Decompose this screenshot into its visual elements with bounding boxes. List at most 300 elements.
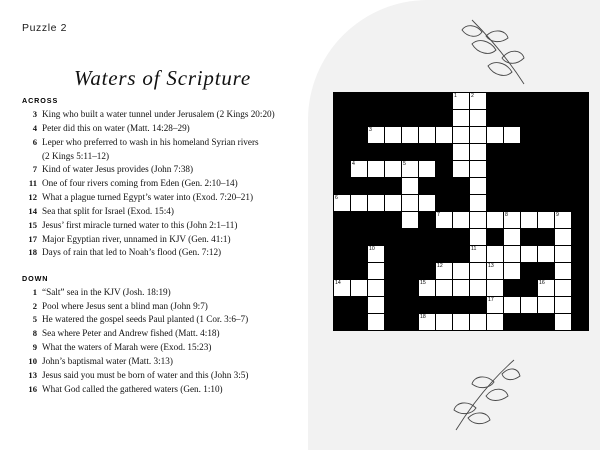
grid-cell[interactable]	[385, 127, 402, 144]
grid-cell[interactable]	[470, 246, 487, 263]
grid-cell-block	[368, 178, 385, 195]
grid-cell-number: 4	[352, 161, 355, 167]
clue-text: What the waters of Marah were (Exod. 15:23)	[42, 342, 212, 353]
grid-cell[interactable]	[487, 280, 504, 297]
grid-cell-block	[436, 93, 453, 110]
clue-number: 13	[28, 369, 37, 380]
grid-cell[interactable]	[436, 314, 453, 331]
grid-cell[interactable]	[419, 195, 436, 212]
grid-cell[interactable]	[368, 127, 385, 144]
grid-cell-block	[538, 110, 555, 127]
grid-cell[interactable]	[504, 229, 521, 246]
grid-cell-block	[572, 110, 589, 127]
leaf-sprig-icon	[458, 18, 548, 98]
grid-cell[interactable]	[504, 127, 521, 144]
grid-cell-block	[351, 144, 368, 161]
grid-cell[interactable]	[538, 246, 555, 263]
grid-cell[interactable]	[368, 263, 385, 280]
grid-cell-block	[419, 93, 436, 110]
grid-cell[interactable]	[487, 263, 504, 280]
grid-cell-block	[419, 229, 436, 246]
grid-cell[interactable]	[538, 212, 555, 229]
grid-cell-block	[487, 144, 504, 161]
clue-item	[22, 122, 322, 135]
clue-text: One of four rivers coming from Eden (Gen. 2:10–14)	[42, 178, 238, 189]
grid-cell-number: 1	[454, 93, 457, 99]
clue-text: Days of rain that led to Noah’s flood (Gen. 7:12)	[42, 247, 222, 258]
grid-cell-block	[385, 246, 402, 263]
grid-cell-block	[334, 229, 351, 246]
grid-cell-block	[453, 229, 470, 246]
clue-number: 8	[32, 328, 37, 339]
grid-cell-number: 7	[437, 212, 440, 218]
grid-cell-block	[402, 229, 419, 246]
clue-item-continuation	[22, 150, 322, 163]
grid-cell[interactable]	[487, 127, 504, 144]
page-title: Waters of Scripture	[74, 66, 251, 90]
clue-number: 6	[32, 136, 37, 147]
clue-item	[22, 108, 322, 121]
clue-number: 17	[28, 233, 37, 244]
grid-cell-block	[555, 110, 572, 127]
grid-cell[interactable]	[453, 314, 470, 331]
across-clues	[22, 108, 322, 260]
grid-cell-block	[334, 246, 351, 263]
grid-cell[interactable]	[453, 212, 470, 229]
grid-cell-block	[351, 93, 368, 110]
grid-cell[interactable]	[504, 297, 521, 314]
clue-number: 3	[32, 109, 37, 119]
grid-cell-block	[419, 110, 436, 127]
grid-cell-block	[368, 144, 385, 161]
grid-cell-block	[351, 263, 368, 280]
clue-item	[22, 163, 322, 176]
clue-item	[22, 327, 322, 340]
grid-cell[interactable]	[402, 195, 419, 212]
grid-cell-block	[436, 110, 453, 127]
clue-item	[22, 219, 322, 232]
grid-cell[interactable]	[436, 212, 453, 229]
clue-item	[22, 383, 322, 396]
grid-cell-block	[436, 178, 453, 195]
grid-cell-block	[555, 161, 572, 178]
grid-cell[interactable]	[436, 127, 453, 144]
grid-cell-block	[334, 127, 351, 144]
grid-cell[interactable]	[487, 212, 504, 229]
grid-cell-number: 17	[488, 297, 494, 303]
grid-cell-block	[470, 297, 487, 314]
grid-cell-block	[487, 229, 504, 246]
grid-cell-block	[402, 93, 419, 110]
grid-cell[interactable]	[538, 297, 555, 314]
grid-cell[interactable]	[368, 246, 385, 263]
grid-cell-block	[351, 246, 368, 263]
clue-number: 9	[32, 342, 37, 353]
grid-cell[interactable]	[368, 297, 385, 314]
grid-cell-block	[419, 297, 436, 314]
grid-cell-block	[504, 314, 521, 331]
grid-cell-block	[351, 229, 368, 246]
grid-cell-block	[402, 246, 419, 263]
clue-number: 12	[28, 192, 37, 203]
grid-cell-block	[572, 144, 589, 161]
clue-text: Sea where Peter and Andrew fished (Matt. 4:18)	[42, 328, 220, 339]
grid-cell-block	[453, 178, 470, 195]
grid-cell-block	[385, 110, 402, 127]
grid-cell[interactable]	[453, 161, 470, 178]
grid-cell-block	[385, 93, 402, 110]
grid-cell[interactable]	[368, 161, 385, 178]
crossword-grid[interactable]	[333, 92, 589, 331]
grid-cell[interactable]	[402, 212, 419, 229]
grid-cell-block	[368, 93, 385, 110]
grid-cell-block	[572, 263, 589, 280]
clue-number: 4	[32, 122, 37, 133]
grid-row	[334, 195, 589, 212]
grid-cell[interactable]	[402, 127, 419, 144]
puzzle-label: Puzzle 2	[22, 22, 68, 34]
grid-cell-number: 9	[556, 212, 559, 218]
grid-cell-block	[402, 263, 419, 280]
clue-item	[22, 286, 322, 299]
grid-cell-number: 13	[488, 263, 494, 269]
grid-cell-block	[385, 178, 402, 195]
grid-cell[interactable]	[504, 263, 521, 280]
clue-number: 14	[28, 205, 37, 216]
grid-cell-block	[521, 144, 538, 161]
grid-cell-block	[572, 93, 589, 110]
grid-cell-block	[487, 178, 504, 195]
grid-cell-number: 15	[420, 280, 426, 286]
clue-text: “Salt” sea in the KJV (Josh. 18:19)	[42, 286, 171, 297]
grid-cell-block	[453, 246, 470, 263]
grid-cell[interactable]	[470, 144, 487, 161]
grid-cell[interactable]	[368, 314, 385, 331]
grid-cell[interactable]	[385, 195, 402, 212]
clue-item	[22, 313, 322, 326]
grid-cell-block	[504, 178, 521, 195]
grid-cell[interactable]	[453, 263, 470, 280]
grid-cell-block	[385, 144, 402, 161]
grid-cell-block	[538, 229, 555, 246]
grid-cell-block	[521, 127, 538, 144]
grid-cell-number: 6	[335, 195, 338, 201]
grid-cell-block	[538, 161, 555, 178]
grid-cell[interactable]	[453, 127, 470, 144]
clue-item	[22, 246, 322, 259]
grid-row	[334, 263, 589, 280]
grid-row	[334, 178, 589, 195]
grid-cell-block	[538, 178, 555, 195]
grid-cell-block	[521, 314, 538, 331]
grid-cell-block	[555, 144, 572, 161]
clue-text: Major Egyptian river, unnamed in KJV (Gen. 41:1)	[42, 233, 231, 244]
grid-cell-block	[538, 144, 555, 161]
grid-cell-block	[334, 93, 351, 110]
clue-number: 5	[32, 314, 37, 325]
grid-cell[interactable]	[555, 212, 572, 229]
grid-cell[interactable]	[334, 280, 351, 297]
grid-cell-block	[572, 161, 589, 178]
grid-cell-block	[436, 161, 453, 178]
grid-cell-block	[334, 110, 351, 127]
clue-text: King who built a water tunnel under Jerusalem (2 Kings 20:20)	[42, 109, 275, 119]
grid-cell[interactable]	[487, 314, 504, 331]
grid-cell-block	[436, 195, 453, 212]
grid-cell-block	[572, 314, 589, 331]
grid-cell-number: 18	[420, 314, 426, 320]
grid-cell-number: 12	[437, 263, 443, 269]
grid-cell-block	[572, 127, 589, 144]
grid-cell-block	[419, 246, 436, 263]
clue-item	[22, 233, 322, 246]
grid-cell-block	[538, 263, 555, 280]
grid-row	[334, 127, 589, 144]
grid-cell-block	[351, 178, 368, 195]
grid-cell-block	[538, 195, 555, 212]
grid-cell-block	[402, 110, 419, 127]
grid-cell-block	[385, 314, 402, 331]
grid-cell-block	[521, 263, 538, 280]
grid-cell[interactable]	[453, 144, 470, 161]
grid-cell-block	[334, 297, 351, 314]
grid-cell-number: 11	[471, 246, 477, 252]
grid-cell-block	[555, 195, 572, 212]
grid-cell[interactable]	[555, 297, 572, 314]
grid-cell[interactable]	[351, 280, 368, 297]
clue-item	[22, 191, 322, 204]
grid-row	[334, 297, 589, 314]
grid-cell-block	[385, 280, 402, 297]
grid-cell-block	[419, 178, 436, 195]
grid-cell-block	[521, 161, 538, 178]
grid-cell[interactable]	[470, 195, 487, 212]
grid-cell-block	[538, 314, 555, 331]
grid-cell-block	[436, 246, 453, 263]
grid-cell[interactable]	[436, 280, 453, 297]
grid-cell-block	[572, 212, 589, 229]
grid-cell-block	[521, 280, 538, 297]
grid-cell-block	[555, 127, 572, 144]
grid-cell[interactable]	[334, 195, 351, 212]
clue-text: Sea that split for Israel (Exod. 15:4)	[42, 205, 174, 216]
grid-cell[interactable]	[555, 246, 572, 263]
grid-cell-block	[453, 195, 470, 212]
grid-cell[interactable]	[368, 280, 385, 297]
grid-cell[interactable]	[453, 280, 470, 297]
grid-cell-block	[419, 263, 436, 280]
grid-cell-block	[368, 110, 385, 127]
clue-text: John’s baptismal water (Matt. 3:13)	[42, 356, 173, 366]
grid-cell[interactable]	[487, 246, 504, 263]
grid-cell-block	[419, 212, 436, 229]
grid-cell[interactable]	[555, 280, 572, 297]
grid-cell-block	[572, 280, 589, 297]
grid-cell-block	[385, 212, 402, 229]
grid-cell[interactable]	[385, 161, 402, 178]
clue-number: 2	[32, 300, 37, 311]
clue-text: Kind of water Jesus provides (John 7:38)	[42, 164, 194, 175]
grid-cell[interactable]	[351, 161, 368, 178]
grid-cell-block	[572, 178, 589, 195]
grid-cell[interactable]	[470, 229, 487, 246]
grid-cell-block	[385, 297, 402, 314]
clue-item	[22, 341, 322, 354]
grid-row	[334, 144, 589, 161]
leaf-sprig-icon	[432, 356, 522, 436]
clue-text: Jesus said you must be born of water and this (John 3:5)	[42, 369, 249, 380]
grid-cell[interactable]	[436, 263, 453, 280]
grid-cell[interactable]	[419, 280, 436, 297]
grid-row	[334, 110, 589, 127]
grid-cell-block	[521, 195, 538, 212]
grid-cell[interactable]	[470, 314, 487, 331]
grid-cell[interactable]	[470, 127, 487, 144]
clue-item	[22, 355, 322, 368]
grid-cell[interactable]	[555, 229, 572, 246]
grid-cell-block	[436, 297, 453, 314]
clue-item	[22, 369, 322, 382]
grid-cell-block	[572, 195, 589, 212]
grid-cell-block	[385, 263, 402, 280]
clue-text: He watered the gospel seeds Paul planted (1 Cor. 3:6–7)	[42, 314, 249, 325]
clue-number: 15	[28, 219, 37, 230]
clue-list	[22, 96, 322, 397]
grid-cell[interactable]	[555, 314, 572, 331]
grid-cell-block	[504, 144, 521, 161]
grid-cell-block	[351, 110, 368, 127]
grid-cell-block	[368, 229, 385, 246]
clue-item	[22, 177, 322, 190]
grid-cell-block	[521, 229, 538, 246]
grid-cell-number: 8	[505, 212, 508, 218]
clue-text: Peter did this on water (Matt. 14:28–29)	[42, 122, 190, 133]
clue-text-continuation: (2 Kings 5:11–12)	[42, 150, 110, 161]
clue-text: Pool where Jesus sent a blind man (John 9:7)	[42, 300, 208, 311]
clue-text: Leper who preferred to wash in his homeland Syrian rivers	[42, 136, 259, 147]
grid-cell-number: 16	[539, 280, 545, 286]
grid-cell-block	[504, 161, 521, 178]
grid-cell-block	[555, 178, 572, 195]
grid-cell-block	[368, 212, 385, 229]
grid-cell-block	[351, 212, 368, 229]
across-heading: ACROSS	[22, 96, 59, 105]
grid-cell-block	[402, 314, 419, 331]
grid-cell-block	[572, 246, 589, 263]
grid-cell-block	[487, 110, 504, 127]
grid-cell[interactable]	[470, 161, 487, 178]
grid-cell-block	[334, 212, 351, 229]
grid-cell-number: 5	[403, 161, 406, 167]
grid-cell-block	[334, 178, 351, 195]
grid-cell-block	[402, 297, 419, 314]
grid-row	[334, 161, 589, 178]
grid-cell[interactable]	[504, 212, 521, 229]
clue-item	[22, 136, 322, 149]
grid-cell[interactable]	[470, 263, 487, 280]
grid-row	[334, 246, 589, 263]
clue-number: 18	[28, 247, 37, 258]
grid-cell-block	[504, 110, 521, 127]
grid-cell-number: 14	[335, 280, 341, 286]
grid-cell[interactable]	[504, 246, 521, 263]
grid-cell-number: 10	[369, 246, 375, 252]
grid-cell-block	[487, 195, 504, 212]
clue-number: 10	[28, 356, 37, 366]
grid-cell[interactable]	[351, 195, 368, 212]
grid-cell[interactable]	[419, 127, 436, 144]
grid-cell[interactable]	[470, 110, 487, 127]
grid-cell[interactable]	[521, 246, 538, 263]
grid-cell[interactable]	[419, 161, 436, 178]
grid-cell-block	[419, 144, 436, 161]
grid-cell-block	[504, 195, 521, 212]
grid-cell-block	[402, 280, 419, 297]
grid-row	[334, 229, 589, 246]
grid-cell[interactable]	[453, 110, 470, 127]
grid-cell-block	[351, 297, 368, 314]
grid-cell[interactable]	[470, 280, 487, 297]
grid-cell[interactable]	[402, 161, 419, 178]
grid-cell-block	[521, 178, 538, 195]
grid-cell[interactable]	[368, 195, 385, 212]
grid-cell[interactable]	[402, 178, 419, 195]
grid-cell-number: 2	[471, 93, 474, 99]
clue-text: What God called the gathered waters (Gen. 1:10)	[42, 383, 223, 394]
grid-cell-number: 3	[369, 127, 372, 133]
grid-cell-block	[453, 297, 470, 314]
clue-number: 1	[32, 286, 37, 297]
grid-cell-block	[521, 110, 538, 127]
grid-cell-block	[538, 127, 555, 144]
clue-item	[22, 205, 322, 218]
grid-cell-block	[351, 127, 368, 144]
grid-row	[334, 280, 589, 297]
grid-row	[334, 212, 589, 229]
grid-cell-block	[436, 229, 453, 246]
grid-cell[interactable]	[521, 297, 538, 314]
grid-cell-block	[334, 263, 351, 280]
clue-number: 11	[28, 178, 37, 189]
clue-text: What a plague turned Egypt’s water into (Exod. 7:20–21)	[42, 192, 254, 203]
grid-cell-block	[402, 144, 419, 161]
clue-number: 7	[32, 164, 37, 175]
grid-cell[interactable]	[487, 297, 504, 314]
grid-cell[interactable]	[521, 212, 538, 229]
grid-cell[interactable]	[470, 212, 487, 229]
grid-cell-block	[572, 229, 589, 246]
grid-cell[interactable]	[538, 280, 555, 297]
grid-cell-block	[334, 314, 351, 331]
grid-cell-block	[334, 161, 351, 178]
grid-cell-block	[351, 314, 368, 331]
grid-cell-block	[555, 93, 572, 110]
grid-cell-block	[385, 229, 402, 246]
grid-cell-block	[436, 144, 453, 161]
grid-cell[interactable]	[419, 314, 436, 331]
down-heading: DOWN	[22, 273, 49, 283]
down-clues	[22, 286, 322, 396]
grid-cell[interactable]	[470, 178, 487, 195]
grid-cell-block	[504, 280, 521, 297]
clue-text: Jesus’ first miracle turned water to this (John 2:1–11)	[42, 219, 238, 230]
clue-item	[22, 300, 322, 313]
clue-number: 16	[28, 383, 37, 394]
grid-row	[334, 314, 589, 331]
grid-cell[interactable]	[555, 263, 572, 280]
grid-cell-block	[572, 297, 589, 314]
grid-cell-block	[334, 144, 351, 161]
